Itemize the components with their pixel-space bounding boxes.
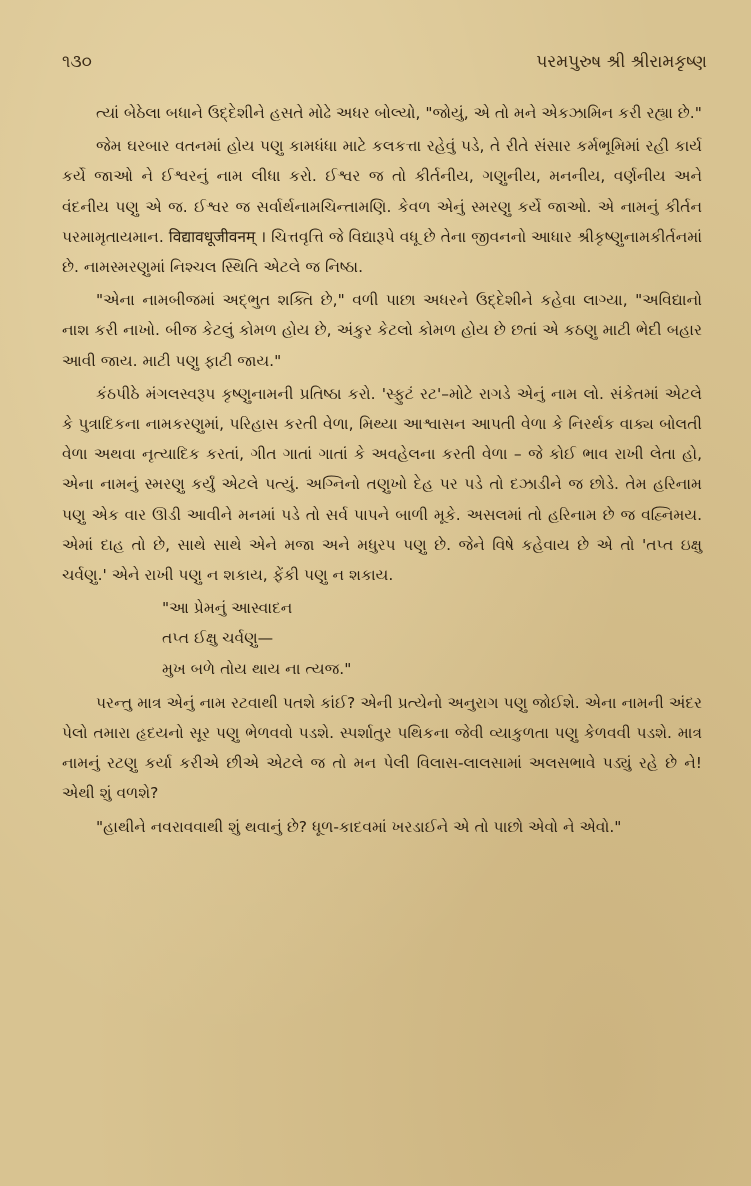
running-head: પરમપુરુષ શ્રી શ્રીરામકૃષ્ણ: [536, 52, 707, 72]
body-text: [62, 98, 702, 845]
paragraph: પરન્તુ માત્ર એનું નામ રટવાથી પતશે કાંઈ? એની પ્રત્યેનો અનુરાગ પણુ જોઈશે. એના નામની અંદર પેલો તમારા હૃદયનો સૂર પણુ ભેળવવો પડશે. સ્પર્શાતુર પથિકના જેવી વ્યાકુળતા પણુ કેળવવી પડશે. માત્ર નામનું રટણુ કર્યા કરીએ છીએ એટલે જ તો મન પેલી વિલાસ-લાલસામાં અલસભાવે પડ્યું રહે છે ને! એથી શું વળશે?: [62, 693, 702, 803]
paragraph: "એના નામબીજમાં અદ્ભુત શક્તિ છે," વળી પાછા અધરને ઉદ્દેશીને કહેવા લાગ્યા, "અવિદ્યાનો નાશ કરી નાખો. બીજ કેટલું કોમળ હોય છે, અંકુર કેટલો કોમળ હોય છે છતાં એ કઠણુ માટી ભેદી બહાર આવી જાય. માટી પણુ ફાટી જાય.": [62, 291, 702, 370]
page-header: [62, 52, 707, 82]
page-number: ૧૩૦: [62, 52, 92, 72]
paragraph: ત્યાં બેઠેલા બધાને ઉદ્દેશીને હસતે મોઢે અધર બોલ્યો, "જોયું, એ તો મને એકઝામિન કરી રહ્યા છે.": [96, 104, 702, 122]
poem-block: [62, 593, 702, 684]
paragraph: કંઠપીઠે મંગલસ્વરૂપ કૃષ્ણુનામની પ્રતિષ્ઠા કરો. 'સ્ફુટં રટ'–મોટે રાગડે એનું નામ લો. સંકેતમાં એટલે કે પુત્રાદિકના નામકરણુમાં, પરિહાસ કરતી વેળા, મિથ્યા આશ્વાસન આપતી વેળા કે નિરર્થક વાક્ય બોલતી વેળા અથવા નૃત્યાદિક કરતાં, ગીત ગાતાં ગાતાં કે અવહેલના કરતી વેળા – જે કોઈ ભાવ રાખી લેતા હો, એના નામનું સ્મરણુ કર્યું એટલે પત્યું. અગ્નિનો તણુખો દેહ પર પડે તો દઝાડીને જ છોડે. તેમ હરિનામ પણુ એક વાર ઊડી આવીને મનમાં પડે તો સર્વ પાપને બાળી મૂકે. અસલમાં તો હરિનામ છે જ વહ્નિમય. એમાં દાહ તો છે, સાથે સાથે એને મજા અને મધુરપ પણુ છે. જેને વિષે કહેવાય છે એ તો 'તપ્ત ઇક્ષુ ચર્વણુ.' એને રાખી પણુ ન શકાય, ફેંકી પણુ ન શકાય.: [62, 384, 702, 585]
poem-line: "આ પ્રેમનું આસ્વાદન: [162, 599, 293, 618]
poem-line: મુખ બળે તોય થાય ના ત્યજ.": [162, 659, 352, 678]
paragraph: જેમ ઘરબાર વતનમાં હોય પણુ કામધંધા માટે કલકત્તા રહેવું પડે, તે રીતે સંસાર કર્મભૂમિમાં રહી કાર્ય કર્યે જાઓ ને ઈશ્વરનું નામ લીધા કરો. ઈશ્વર જ તો કીર્તનીય, ગણુનીય, મનનીય, વર્ણનીય અને વંદનીય પણુ એ જ. ઈશ્વર જ સર્વાર્થનામચિન્તામણિ. કેવળ એનું સ્મરણુ કર્યે જાઓ. એ નામનું કીર્તન પરમામૃતાયમાન. विद्यावधूजीवनम् । ચિત્તવૃત્તિ જે વિદ્યારૂપે વધૂ છે તેના જીવનનો આધાર શ્રીકૃષ્ણુનામકીર્તનમાં છે. નામસ્મરણુમાં નિશ્ચલ સ્થિતિ એટલે જ નિષ્ઠા.: [62, 137, 702, 277]
paragraph: "હાથીને નવરાવવાથી શું થવાનું છે? ધૂળ-કાદવમાં ખરડાઈને એ તો પાછો એવો ને એવો.": [96, 817, 622, 836]
poem-line: તપ્ત ઈક્ષુ ચર્વણુ—: [162, 629, 274, 648]
